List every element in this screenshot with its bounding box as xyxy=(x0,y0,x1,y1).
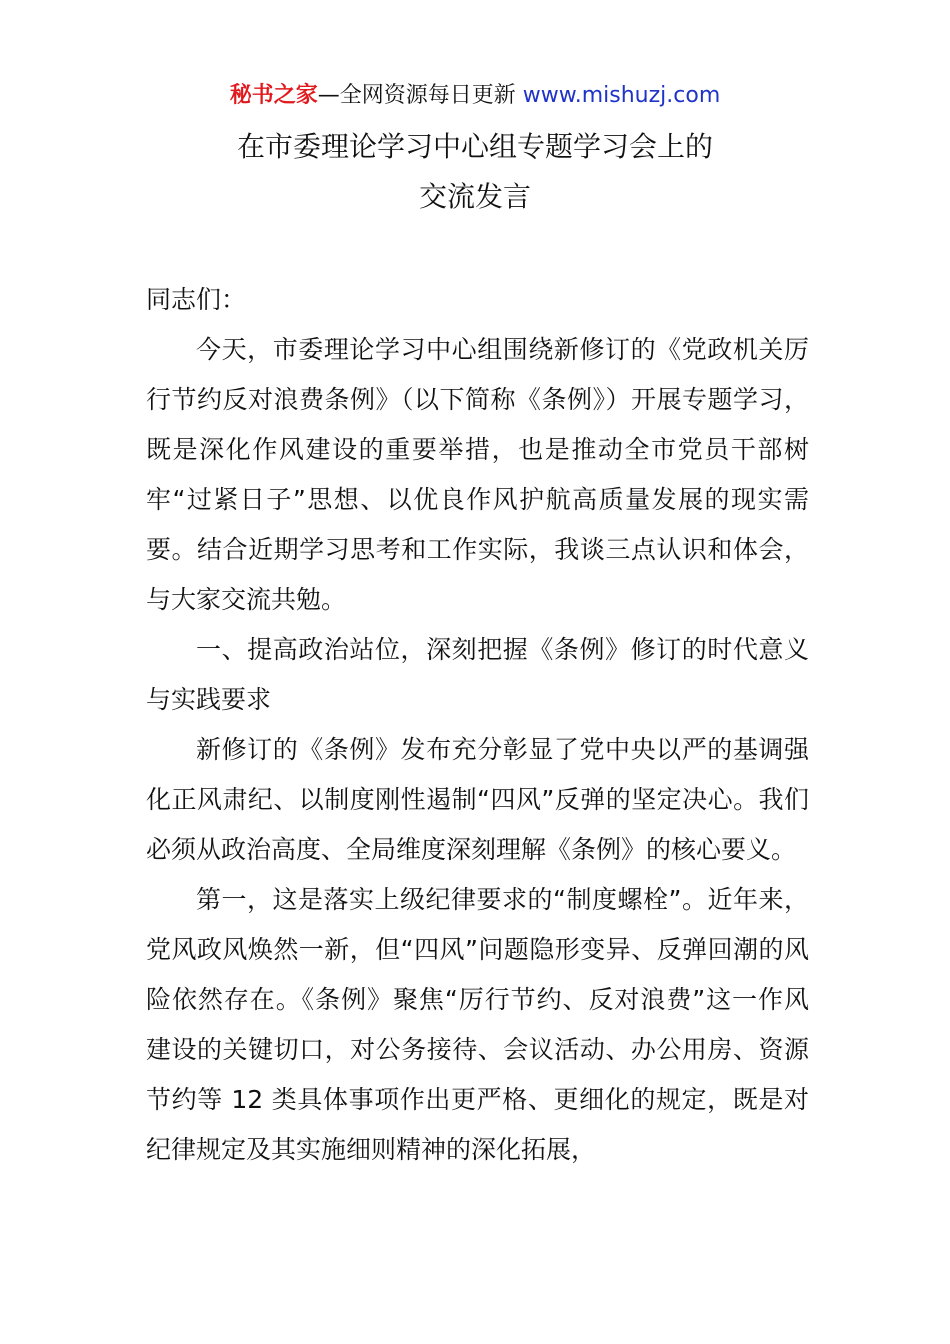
paragraph-intro: 今天，市委理论学习中心组围绕新修订的《党政机关厉行节约反对浪费条例》（以下简称《条例》）开展专题学习，既是深化作风建设的重要举措，也是推动全市党员干部树牢“过紧日子”思想、以优良作风护航高质量发展的现实需要。结合近期学习思考和工作实际，我谈三点认识和体会，与大家交流共勉。 xyxy=(146,335,809,614)
document-title-line-1: 在市委理论学习中心组专题学习会上的 xyxy=(236,130,713,163)
salutation: 同志们： xyxy=(146,285,247,314)
header-tagline: —全网资源每日更新 xyxy=(317,83,516,108)
document-body xyxy=(146,275,809,1175)
site-header xyxy=(0,80,950,112)
paragraph-point-1: 第一，这是落实上级纪律要求的“制度螺栓”。近年来，党风政风焕然一新，但“四风”问题隐形变异、反弹回潮的风险依然存在。《条例》聚焦“厉行节约、反对浪费”这一作风建设的关键切口，对公务接待、会议活动、办公用房、资源节约等 12 类具体事项作出更严格、更细化的规定，既是对纪律规定及其实施细则精神的深化拓展， xyxy=(146,885,809,1164)
section-heading-1: 一、提高政治站位，深刻把握《条例》修订的时代意义与实践要求 xyxy=(146,635,809,714)
document-title-line-2: 交流发言 xyxy=(418,180,531,213)
paragraph-section-1: 新修订的《条例》发布充分彰显了党中央以严的基调强化正风肃纪、以制度刚性遏制“四风”反弹的坚定决心。我们必须从政治高度、全局维度深刻理解《条例》的核心要义。 xyxy=(146,735,809,864)
brand-name: 秘书之家 xyxy=(229,83,318,108)
site-url-link[interactable]: www.mishuzj.com xyxy=(522,83,721,108)
